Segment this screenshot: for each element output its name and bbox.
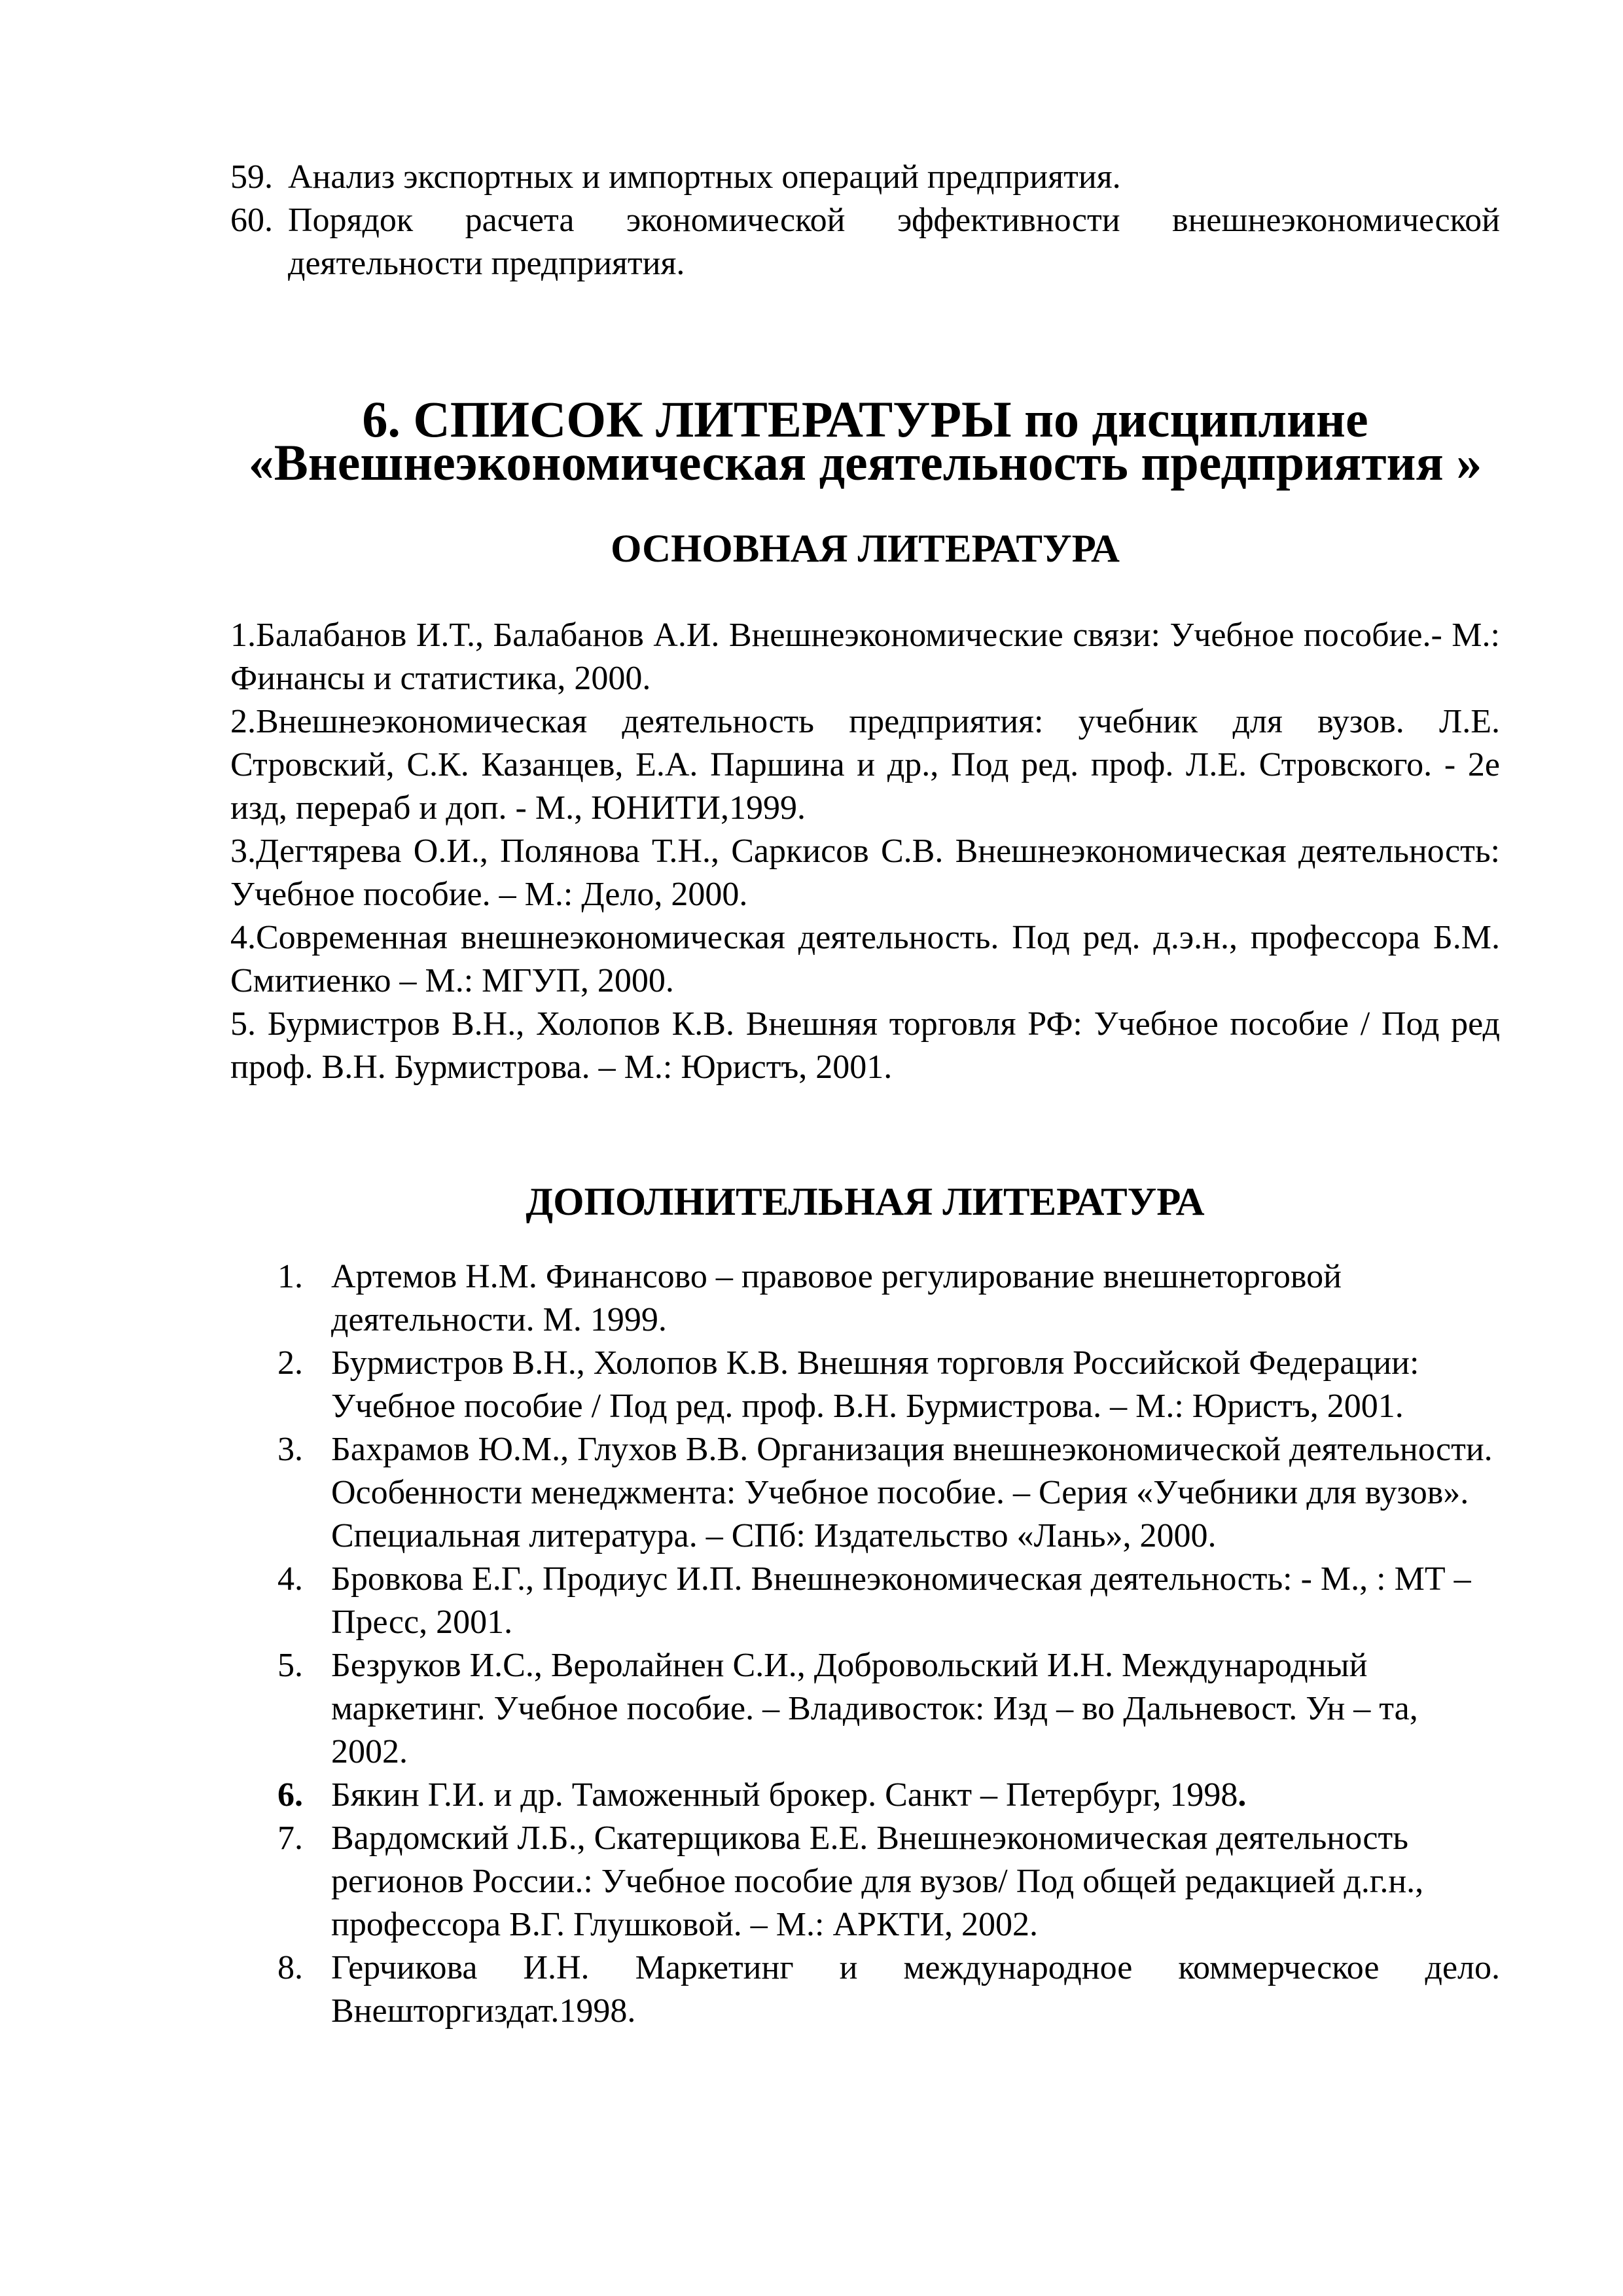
main-literature-item: 3.Дегтярева О.И., Полянова Т.Н., Саркисов С.В. Внешнеэкономическая деятельность: Учебное пособие. – М.: Дело, 2000. <box>230 833 1500 913</box>
section-title: 6. СПИСОК ЛИТЕРАТУРЫ по дисциплине «Внешнеэкономическая деятельность предприятия » <box>248 391 1482 491</box>
list-item-text: Вардомский Л.Б., Скатерщикова Е.Е. Внешнеэкономическая деятельность регионов России.: Учебное пособие для вузов/ Под общей редакцией д.г.н., профессора В.Г. Глушковой. – М.: АРКТИ, 2002. <box>331 1820 1424 1943</box>
list-item-text: Бурмистров В.Н., Холопов К.В. Внешняя торговля Российской Федерации: Учебное пособие / Под ред. проф. В.Н. Бурмистрова. – М.: Юристъ, 2001. <box>331 1344 1419 1425</box>
list-item <box>277 1774 1500 1817</box>
list-item-text: Порядок расчета экономической эффективности внешнеэкономической деятельности предприятия. <box>288 202 1500 282</box>
list-item <box>277 1255 1500 1342</box>
top-question-list <box>230 156 1500 285</box>
list-item-text: Анализ экспортных и импортных операций предприятия. <box>288 158 1121 196</box>
list-item-number: 4. <box>277 1560 303 1598</box>
main-literature-item: 4.Современная внешнеэкономическая деятельность. Под ред. д.э.н., профессора Б.М. Смитиенко – М.: МГУП, 2000. <box>230 919 1500 999</box>
list-item-text: Бровкова Е.Г., Продиус И.П. Внешнеэкономическая деятельность: - М., : МТ – Пресс, 2001. <box>331 1560 1471 1641</box>
additional-literature-heading: ДОПОЛНИТЕЛЬНАЯ ЛИТЕРАТУРА <box>526 1180 1205 1224</box>
main-literature-heading: ОСНОВНАЯ ЛИТЕРАТУРА <box>611 527 1120 571</box>
list-item-text: Артемов Н.М. Финансово – правовое регулирование внешнеторговой деятельности. М. 1999. <box>331 1258 1342 1338</box>
list-item <box>277 1817 1500 1946</box>
list-item-number: 2. <box>277 1344 303 1382</box>
list-item-text: Бахрамов Ю.М., Глухов В.В. Организация внешнеэкономической деятельности. Особенности менеджмента: Учебное пособие. – Серия «Учебники для вузов». Специальная литература. – СПб: Издательство «Лань», 2000. <box>331 1431 1493 1554</box>
list-item-text: Безруков И.С., Веролайнен С.И., Добровольский И.Н. Международный маркетинг. Учебное пособие. – Владивосток: Изд – во Дальневост. Ун – та, 2002. <box>331 1647 1418 1770</box>
document-page <box>230 156 1500 2033</box>
list-item-text: Герчикова И.Н. Маркетинг и международное коммерческое дело. Внешторгиздат.1998. <box>331 1949 1500 2030</box>
list-item-text-wrapper <box>331 1774 1500 1817</box>
list-item <box>230 199 1500 285</box>
list-item-text: Бякин Г.И. и др. Таможенный брокер. Санкт – Петербург, 1998 <box>331 1776 1238 1814</box>
list-item-trailing-dot: . <box>1238 1776 1247 1814</box>
main-literature-item: 2.Внешнеэкономическая деятельность предприятия: учебник для вузов. Л.Е. Стровский, С.К. Казанцев, Е.А. Паршина и др., Под ред. проф. Л.Е. Стровского. - 2е изд, перераб и доп. - М., ЮНИТИ,1999. <box>230 703 1500 827</box>
main-literature-item: 5. Бурмистров В.Н., Холопов К.В. Внешняя торговля РФ: Учебное пособие / Под ред проф. В.Н. Бурмистрова. – М.: Юристъ, 2001. <box>230 1005 1500 1086</box>
main-literature-item: 1.Балабанов И.Т., Балабанов А.И. Внешнеэкономические связи: Учебное пособие.- М.: Финансы и статистика, 2000. <box>230 617 1500 697</box>
list-item <box>277 1342 1500 1428</box>
list-item-number: 1. <box>277 1258 303 1295</box>
list-item-number: 8. <box>277 1949 303 1986</box>
list-item-number: 60. <box>230 202 273 239</box>
list-item <box>277 1428 1500 1558</box>
main-literature-list <box>230 614 1500 1089</box>
additional-literature-list <box>230 1255 1500 2033</box>
list-item-number: 59. <box>230 158 273 196</box>
list-item <box>277 1946 1500 2033</box>
list-item <box>277 1558 1500 1644</box>
list-item-number: 5. <box>277 1647 303 1684</box>
list-item-number: 7. <box>277 1820 303 1857</box>
list-item-number: 6. <box>277 1776 303 1814</box>
list-item-number: 3. <box>277 1431 303 1468</box>
list-item <box>230 156 1500 199</box>
list-item <box>277 1644 1500 1774</box>
